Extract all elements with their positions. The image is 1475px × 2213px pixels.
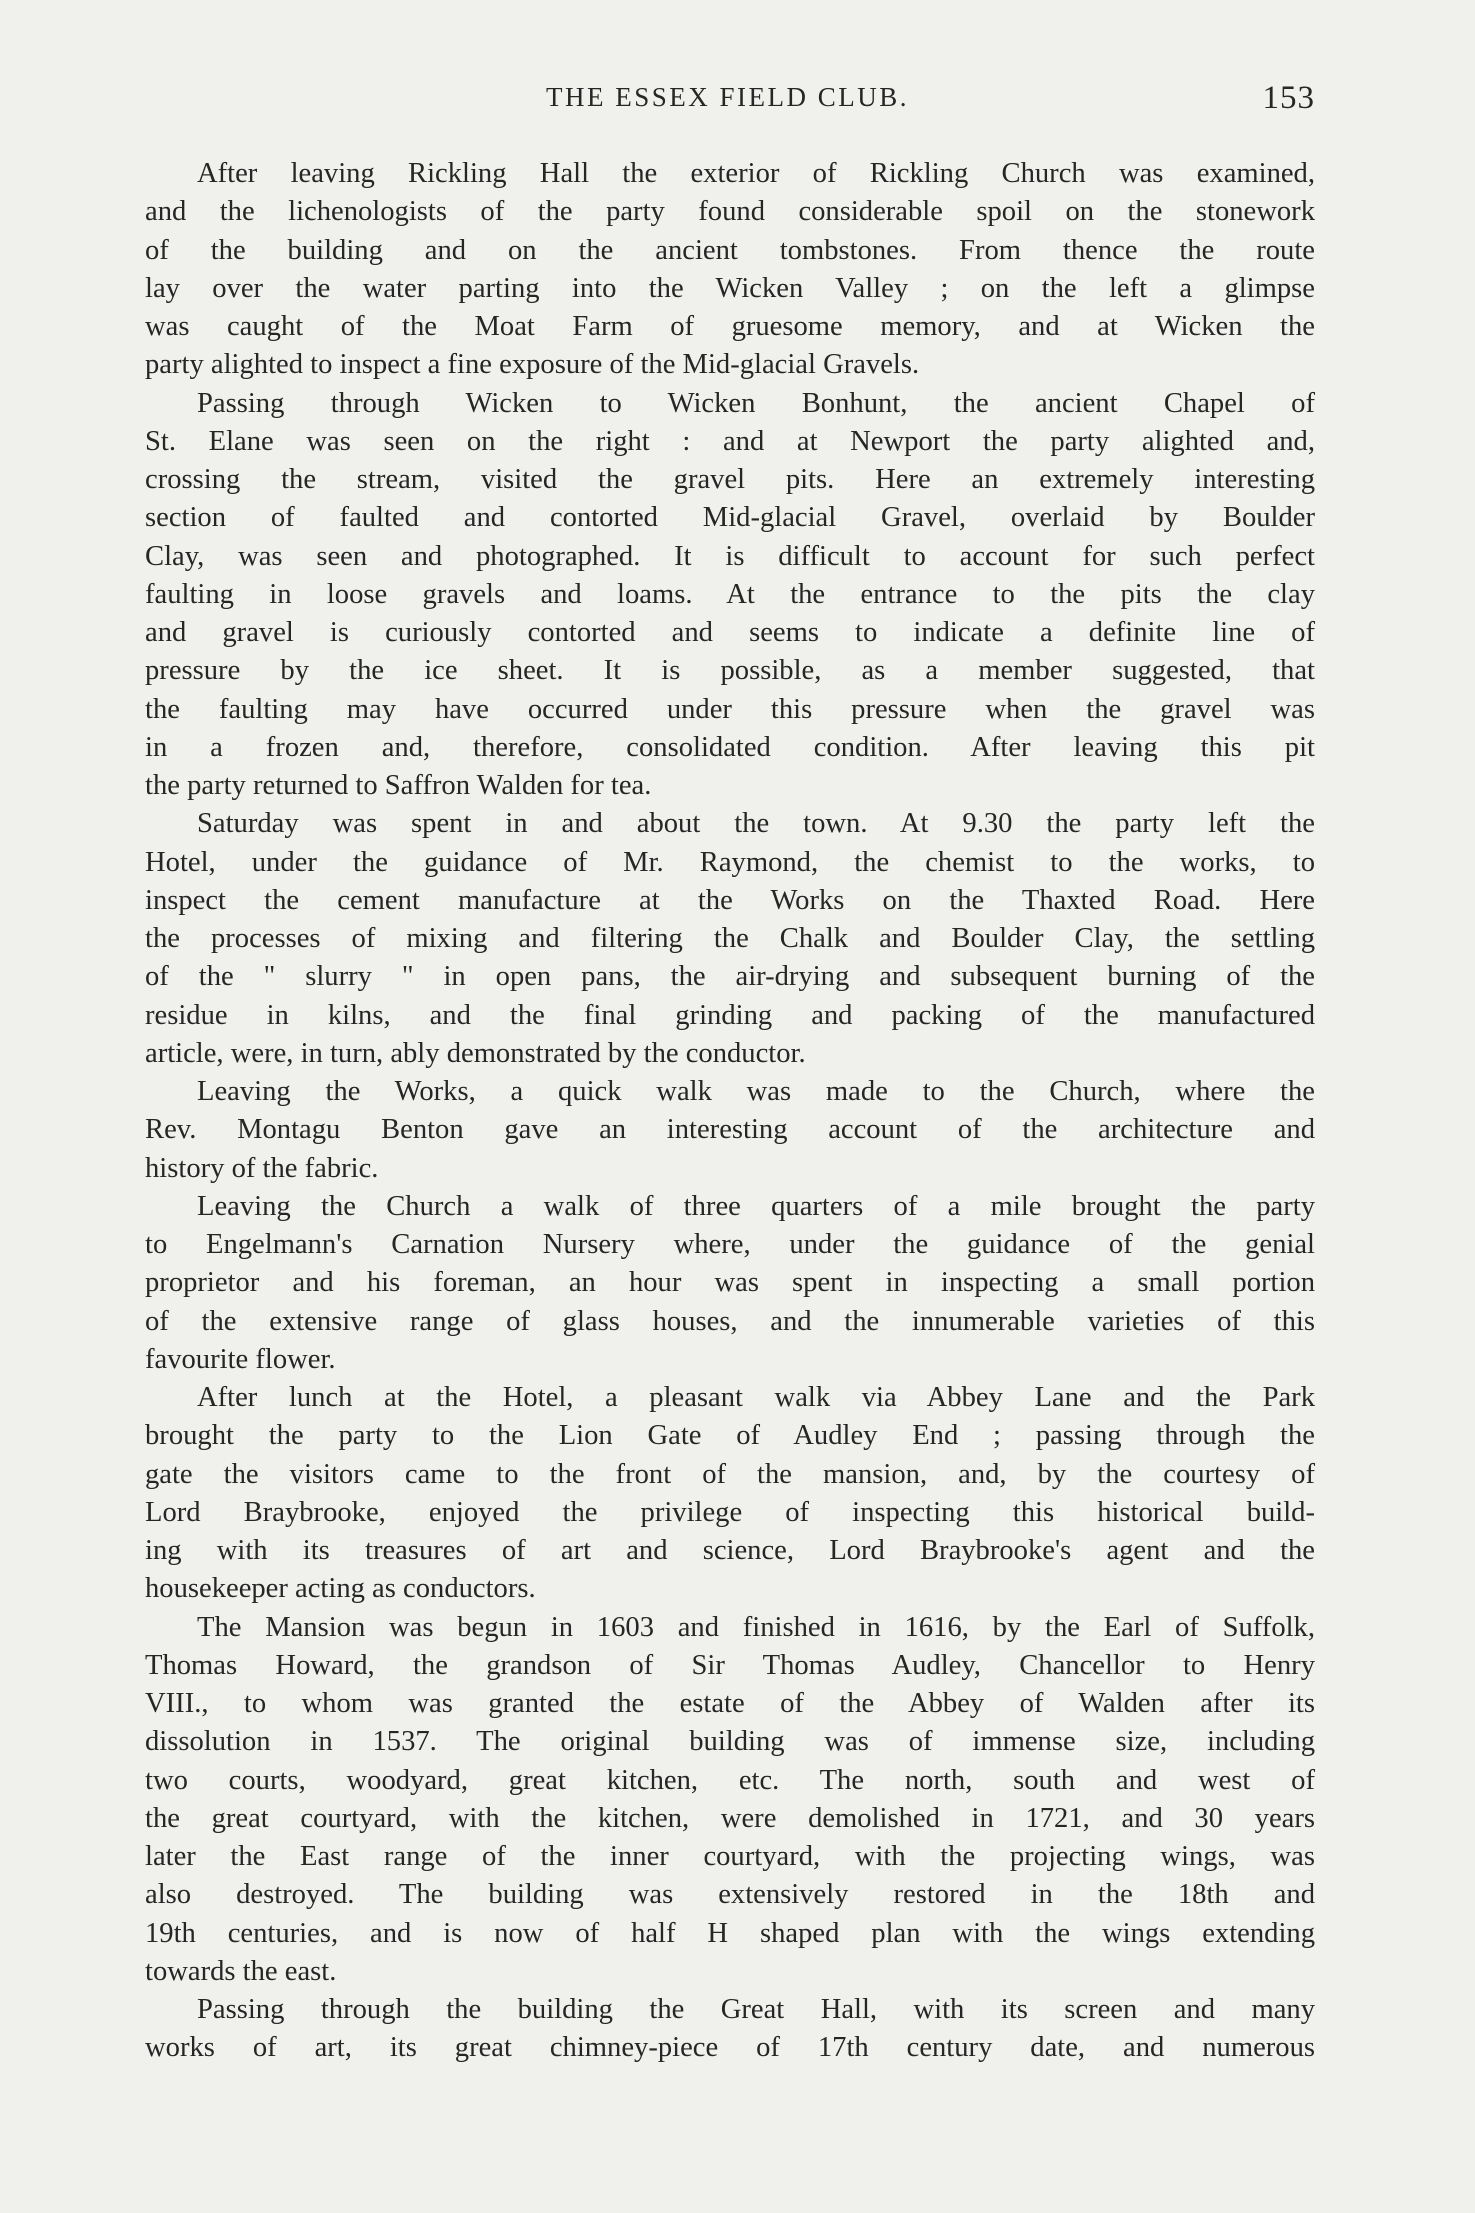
text-line: of the " slurry " in open pans, the air-drying and subsequent burning of the	[145, 961, 1315, 993]
paragraph	[145, 805, 1315, 1073]
text-line: Passing through the building the Great Hall, with its screen and many	[197, 1994, 1315, 2025]
text-line: also destroyed. The building was extensively restored in the 18th and	[145, 1879, 1315, 1911]
text-line: two courts, woodyard, great kitchen, etc. The north, south and west of	[145, 1764, 1315, 1796]
text-line: After leaving Rickling Hall the exterior of Rickling Church was examined,	[197, 158, 1315, 189]
text-line: Passing through Wicken to Wicken Bonhunt, the ancient Chapel of	[197, 387, 1315, 419]
paragraph	[145, 155, 1315, 385]
paragraph	[145, 1188, 1315, 1379]
text-line: Hotel, under the guidance of Mr. Raymond, the chemist to the works, to	[145, 846, 1315, 878]
text-line: Lord Braybrooke, enjoyed the privilege of inspecting this historical build-	[145, 1496, 1315, 1528]
text-line: section of faulted and contorted Mid-glacial Gravel, overlaid by Boulder	[145, 502, 1315, 534]
text-line: of the extensive range of glass houses, and the innumerable varieties of this	[145, 1305, 1315, 1337]
text-line: Leaving the Works, a quick walk was made to the Church, where the	[197, 1076, 1315, 1107]
text-line: later the East range of the inner courtyard, with the projecting wings, was	[145, 1841, 1315, 1872]
text-line: Clay, was seen and photographed. It is difficult to account for such perfect	[145, 540, 1315, 572]
text-line: brought the party to the Lion Gate of Audley End ; passing through the	[145, 1420, 1315, 1452]
paragraph	[145, 1991, 1315, 2068]
text-line: inspect the cement manufacture at the Works on the Thaxted Road. Here	[145, 884, 1315, 916]
text-line: 19th centuries, and is now of half H shaped plan with the wings extending	[145, 1917, 1315, 1949]
text-line: Thomas Howard, the grandson of Sir Thomas Audley, Chancellor to Henry	[145, 1649, 1315, 1681]
text-line: St. Elane was seen on the right : and at Newport the party alighted and,	[145, 425, 1315, 457]
page-header	[140, 80, 1315, 120]
text-line: the party returned to Saffron Walden for tea.	[145, 770, 652, 801]
paragraph	[145, 385, 1315, 806]
text-line: The Mansion was begun in 1603 and finished in 1616, by the Earl of Suffolk,	[197, 1611, 1315, 1643]
text-line: the great courtyard, with the kitchen, were demolished in 1721, and 30 years	[145, 1802, 1315, 1834]
text-line: crossing the stream, visited the gravel pits. Here an extremely interesting	[145, 464, 1315, 495]
text-line: pressure by the ice sheet. It is possible, as a member suggested, that	[145, 655, 1315, 687]
text-line: was caught of the Moat Farm of gruesome memory, and at Wicken the	[145, 311, 1315, 342]
text-line: Leaving the Church a walk of three quarters of a mile brought the party	[197, 1190, 1315, 1222]
text-line: Rev. Montagu Benton gave an interesting account of the architecture and	[145, 1114, 1315, 1146]
text-line: towards the east.	[145, 1955, 337, 1987]
text-line: housekeeper acting as conductors.	[145, 1573, 536, 1605]
text-line: works of art, its great chimney-piece of 17th century date, and numerous	[145, 2032, 1315, 2064]
text-line: gate the visitors came to the front of the mansion, and, by the courtesy of	[145, 1458, 1315, 1490]
text-line: favourite flower.	[145, 1343, 336, 1375]
page-number: 153	[1262, 80, 1315, 116]
text-line: lay over the water parting into the Wicken Valley ; on the left a glimpse	[145, 272, 1315, 304]
text-line: After lunch at the Hotel, a pleasant walk via Abbey Lane and the Park	[197, 1382, 1315, 1413]
text-line: and gravel is curiously contorted and seems to indicate a definite line of	[145, 617, 1315, 648]
running-title: THE ESSEX FIELD CLUB.	[546, 82, 909, 112]
text-line: to Engelmann's Carnation Nursery where, under the guidance of the genial	[145, 1229, 1315, 1260]
text-line: Saturday was spent in and about the town. At 9.30 the party left the	[197, 808, 1315, 840]
text-line: VIII., to whom was granted the estate of the Abbey of Walden after its	[145, 1688, 1315, 1719]
text-line: party alighted to inspect a fine exposure of the Mid-glacial Gravels.	[145, 349, 920, 381]
text-line: article, were, in turn, ably demonstrated by the conductor.	[145, 1037, 806, 1069]
text-line: and the lichenologists of the party found considerable spoil on the stonework	[145, 196, 1315, 228]
body-text	[145, 155, 1315, 2068]
text-line: history of the fabric.	[145, 1152, 379, 1184]
paragraph	[145, 1073, 1315, 1188]
text-line: the processes of mixing and filtering the Chalk and Boulder Clay, the settling	[145, 923, 1315, 954]
paragraph	[145, 1379, 1315, 1609]
text-line: the faulting may have occurred under this pressure when the gravel was	[145, 693, 1315, 725]
text-line: ing with its treasures of art and science, Lord Braybrooke's agent and the	[145, 1535, 1315, 1566]
text-line: faulting in loose gravels and loams. At the entrance to the pits the clay	[145, 578, 1315, 610]
text-line: in a frozen and, therefore, consolidated condition. After leaving this pit	[145, 731, 1315, 763]
text-line: of the building and on the ancient tombstones. From thence the route	[145, 234, 1315, 266]
text-line: residue in kilns, and the final grinding and packing of the manufactured	[145, 999, 1315, 1031]
text-line: dissolution in 1537. The original building was of immense size, including	[145, 1726, 1315, 1758]
paragraph	[145, 1609, 1315, 1992]
text-line: proprietor and his foreman, an hour was spent in inspecting a small portion	[145, 1267, 1315, 1299]
